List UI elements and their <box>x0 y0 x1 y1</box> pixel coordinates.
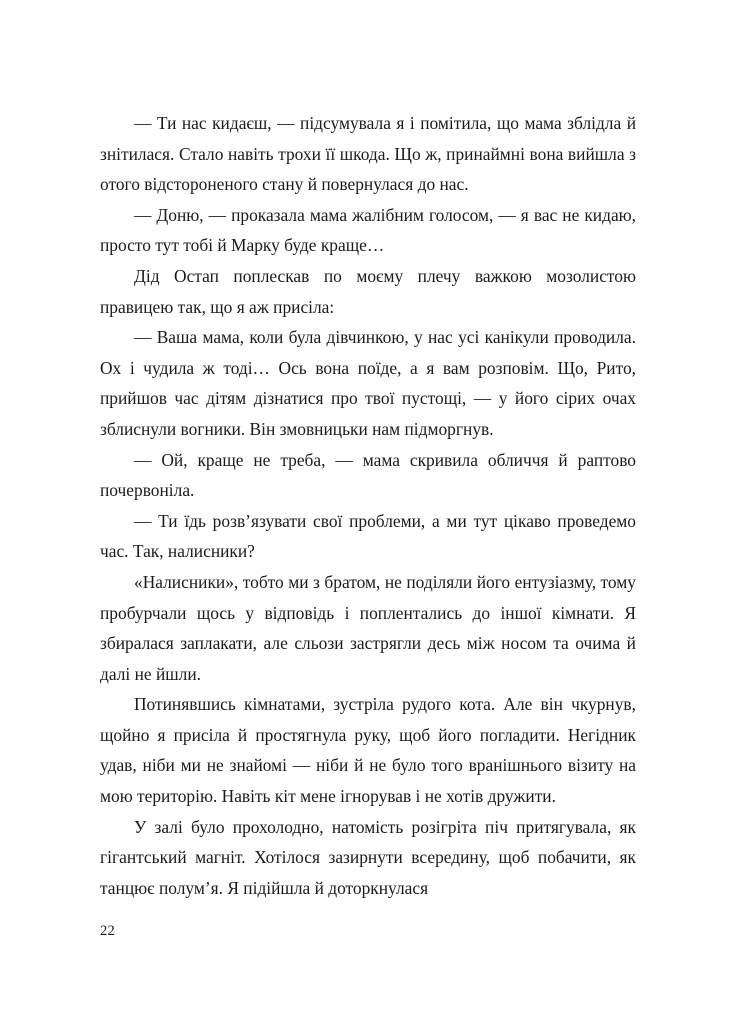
paragraph: — Ти нас кидаєш, — підсумувала я і помітила, що мама зблідла й знітилася. Стало навіть трохи її шкода. Що ж, принаймні вона вийшла з отого відстороненого стану й повернулася до нас. <box>100 113 636 195</box>
paragraph: — Ой, краще не треба, — мама скривила обличчя й раптово почервоніла. <box>100 449 636 501</box>
paragraph: «Налисники», тобто ми з братом, не поділяли його ентузіазму, тому пробурчали щось у відповідь і поплентались до іншої кімнати. Я збиралася заплакати, але сльози застрягли десь між носом та очима й далі не йшли. <box>100 571 636 684</box>
paragraph: Дід Остап поплескав по моєму плечу важкою мозолистою правицею так, що я аж присіла: <box>100 265 636 317</box>
body-text-column <box>100 108 636 903</box>
paragraph: У залі було прохолодно, натомість розігріта піч притягувала, як гігантський магніт. Хотілося зазирнути всередину, щоб побачити, як танцює полум’я. Я підійшла й доторкнулася <box>100 816 636 898</box>
paragraph: Потинявшись кімнатами, зустріла рудого кота. Але він чкурнув, щойно я присіла й простягнула руку, щоб його погладити. Негідник удав, ніби ми не знайомі — ніби й не було того вранішнього візиту на мою територію. Навіть кіт мене ігнорував і не хотів дружити. <box>100 694 636 807</box>
paragraph: — Ти їдь розв’язувати свої проблеми, а ми тут цікаво проведемо час. Так, налисники? <box>100 510 636 562</box>
paragraph: — Ваша мама, коли була дівчинкою, у нас усі канікули проводила. Ох і чудила ж тоді… Ось вона поїде, а я вам розповім. Що, Рито, прийшов час дітям дізнатися про твої пустощі, — у його сірих очах зблиснули вогники. Він змовницьки нам підморгнув. <box>100 327 636 439</box>
paragraph: — Доню, — проказала мама жалібним голосом, — я вас не кидаю, просто тут тобі й Марку буде краще… <box>100 204 636 256</box>
page-number: 22 <box>100 923 116 939</box>
